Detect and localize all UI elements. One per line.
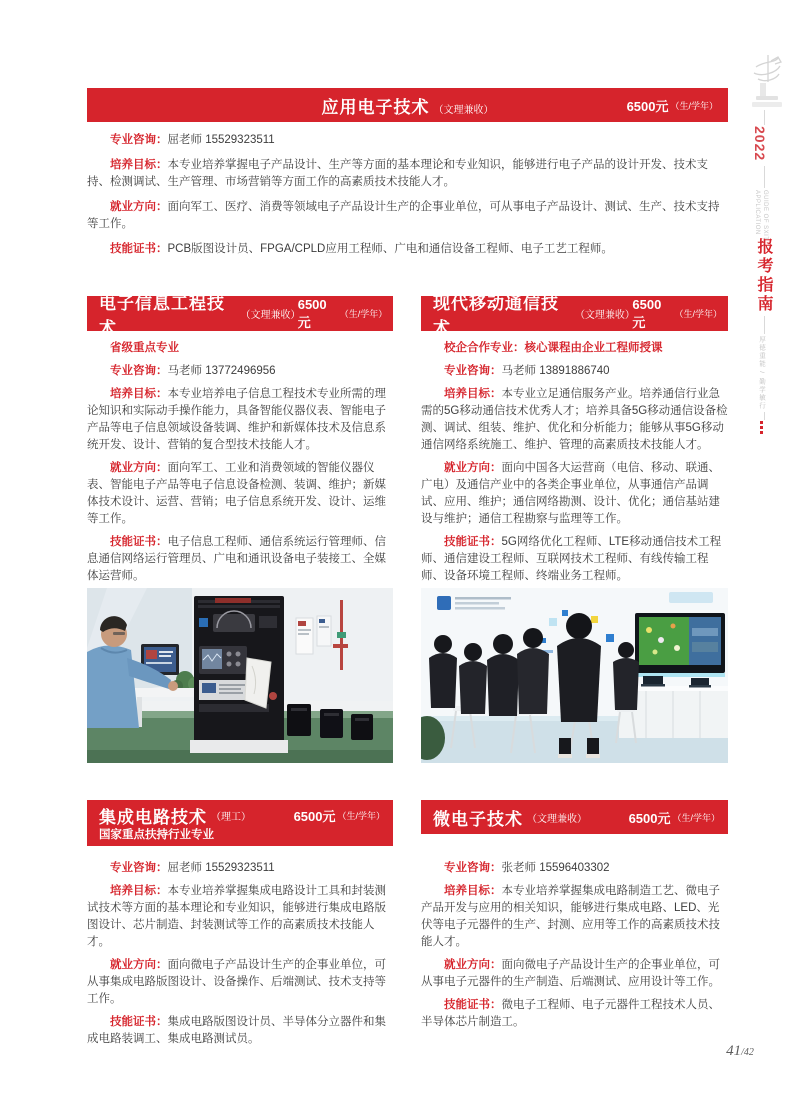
monument-icon bbox=[747, 52, 787, 115]
section-body-microelectronics bbox=[421, 854, 728, 1037]
consult-label: 专业咨询： bbox=[110, 862, 168, 874]
consult-paragraph bbox=[87, 363, 393, 380]
jobs-paragraph bbox=[87, 460, 393, 528]
admission-type: （理工） bbox=[211, 812, 251, 823]
certs-paragraph bbox=[87, 1014, 393, 1048]
jobs-label: 就业方向： bbox=[110, 462, 168, 474]
section-header-applied-electronics bbox=[87, 88, 728, 122]
consult-label: 专业咨询： bbox=[110, 365, 168, 377]
consult-text: 屈老师 15529323511 bbox=[167, 862, 275, 874]
tuition-unit: （生/学年） bbox=[339, 309, 388, 319]
consult-text: 屈老师 15529323511 bbox=[167, 134, 275, 146]
goal-label: 培养目标： bbox=[444, 885, 502, 897]
tuition-fee: 6500元 bbox=[632, 296, 662, 330]
certs-text: PCB版图设计员、FPGA/CPLD应用工程师、广电和通信设备工程师、电子工艺工程师。 bbox=[167, 243, 613, 255]
consult-paragraph bbox=[421, 363, 728, 380]
national-key-subtitle: 国家重点扶持行业专业 bbox=[99, 829, 214, 841]
page-number-current: 41 bbox=[726, 1043, 742, 1059]
cooperation-highlight: 校企合作专业：核心课程由企业工程师授课 bbox=[444, 342, 663, 354]
page-number bbox=[700, 1042, 780, 1060]
section-header-mobile-comm bbox=[421, 293, 728, 338]
tuition-group bbox=[632, 296, 723, 331]
goal-paragraph bbox=[421, 386, 728, 454]
tuition-group bbox=[297, 296, 388, 331]
certs-text: 5G网络优化工程师、LTE移动通信技术工程师、通信建设工程师、互联网技术工程师、有线传输工程师、设备环境工程师、终端业务工程师。 bbox=[421, 536, 722, 582]
vertical-ellipsis-icon bbox=[760, 421, 763, 434]
section-header-microelectronics bbox=[421, 800, 728, 834]
consult-paragraph bbox=[87, 132, 728, 149]
admission-type: （文理兼收） bbox=[527, 813, 587, 825]
consult-text: 马老师 13891886740 bbox=[501, 365, 610, 377]
jobs-label: 就业方向： bbox=[444, 462, 502, 474]
goal-paragraph bbox=[87, 883, 393, 951]
admission-type: （文理兼收） bbox=[574, 310, 635, 321]
section-mobile-comm bbox=[421, 293, 728, 591]
goal-text: 本专业立足通信服务产业。培养通信行业急需的5G移动通信技术优秀人才；培养具备5G移动通信设备检测、调试、组装、维护、优化和分析能力；能够从事5G移动通信网络系统施工、维护、管理的高素质技术技能人才。 bbox=[421, 388, 728, 451]
certs-text: 电子信息工程师、通信系统运行管理师、信息通信网络运行管理员、广电和通讯设备电子装接工、全媒体运营师。 bbox=[87, 536, 386, 582]
goal-paragraph bbox=[421, 883, 728, 951]
jobs-label: 就业方向： bbox=[110, 201, 168, 213]
sidebar-divider bbox=[764, 110, 765, 125]
certs-label: 技能证书： bbox=[110, 536, 168, 548]
jobs-paragraph bbox=[421, 460, 728, 528]
consult-label: 专业咨询： bbox=[444, 862, 502, 874]
tuition-group bbox=[627, 88, 718, 122]
goal-text: 本专业培养掌握电子产品设计、生产等方面的基本理论和专业知识，能够进行电子产品的设计开发、技术支持、检测调试、生产管理、市场营销等方面工作的高素质技术技能人才。 bbox=[87, 159, 708, 188]
tuition-fee: 6500元 bbox=[628, 810, 671, 826]
goal-label: 培养目标： bbox=[110, 159, 168, 171]
jobs-paragraph bbox=[87, 199, 728, 233]
goal-paragraph bbox=[87, 386, 393, 454]
certs-label: 技能证书： bbox=[444, 536, 502, 548]
key-major-highlight: 省级重点专业 bbox=[110, 342, 179, 354]
tuition-fee: 6500元 bbox=[297, 296, 327, 330]
admission-type: （文理兼收） bbox=[240, 310, 301, 321]
sidebar-divider bbox=[764, 412, 765, 420]
lab-photo bbox=[87, 588, 393, 763]
certs-paragraph bbox=[87, 241, 728, 258]
tuition-group bbox=[294, 806, 385, 825]
section-body-applied-electronics bbox=[87, 124, 728, 266]
consult-paragraph bbox=[87, 860, 393, 877]
lab-photo-graphic bbox=[87, 588, 393, 763]
consult-text: 马老师 13772496956 bbox=[167, 365, 276, 377]
jobs-text: 面向微电子产品设计生产的企事业单位，可从事集成电路版图设计、设备操作、后端测试、技术支持等工作。 bbox=[87, 959, 386, 1005]
jobs-label: 就业方向： bbox=[110, 959, 168, 971]
tuition-unit: （生/学年） bbox=[672, 812, 720, 823]
goal-text: 本专业培养电子信息工程技术专业所需的理论知识和实际动手操作能力，具备智能仪器仪表、智能电子产品等电子信息领域设备装调、维护和新媒体技术及信息系统开发、设计、营销的复合型技术技能人才。 bbox=[87, 388, 386, 451]
guide-en-line1: APPLICATION bbox=[754, 190, 760, 235]
major-title: 集成电路技术 bbox=[99, 808, 207, 827]
major-title: 微电子技术 bbox=[433, 809, 523, 829]
certs-text: 微电子工程师、电子元器件工程技术人员、半导体芯片制造工。 bbox=[421, 999, 720, 1028]
tuition-fee: 6500元 bbox=[626, 98, 669, 114]
consult-label: 专业咨询： bbox=[444, 365, 502, 377]
jobs-paragraph bbox=[87, 957, 393, 1008]
guide-title: 报考指南 bbox=[755, 238, 772, 314]
consult-paragraph bbox=[421, 860, 728, 877]
school-motto: 厚德重能 / 勤学敏行 bbox=[758, 336, 765, 410]
certs-text: 集成电路版图设计员、半导体分立器件和集成电路装调工、集成电路测试员。 bbox=[87, 1016, 386, 1045]
admission-type: （文理兼收） bbox=[433, 104, 494, 116]
section-header-electronic-info bbox=[87, 293, 393, 338]
guide-english-caption bbox=[753, 190, 769, 241]
major-title: 现代移动通信技术 bbox=[433, 293, 559, 338]
consult-text: 张老师 15596403302 bbox=[501, 862, 610, 874]
certs-paragraph bbox=[87, 534, 393, 585]
certs-label: 技能证书： bbox=[110, 1016, 168, 1028]
sidebar-divider bbox=[764, 166, 765, 188]
goal-label: 培养目标： bbox=[110, 885, 168, 897]
goal-text: 本专业培养掌握集成电路设计工具和封装测试技术等方面的基本理论和专业知识，能够进行集成电路版图设计、芯片制造、封装测试等工作的高素质技术技能人才。 bbox=[87, 885, 386, 948]
major-title: 应用电子技术 bbox=[321, 97, 430, 117]
goal-paragraph bbox=[87, 157, 728, 191]
header-row bbox=[99, 803, 385, 828]
certs-label: 技能证书： bbox=[110, 243, 168, 255]
section-electronic-info bbox=[87, 293, 393, 591]
tuition-unit: （生/学年） bbox=[337, 811, 385, 821]
major-title: 电子信息工程技术 bbox=[99, 293, 225, 338]
consult-label: 专业咨询： bbox=[110, 134, 168, 146]
classroom-photo bbox=[421, 588, 728, 763]
page-number-total: /42 bbox=[741, 1047, 754, 1058]
sidebar-divider bbox=[764, 316, 765, 334]
tuition-unit: （生/学年） bbox=[670, 100, 718, 111]
jobs-text: 面向军工、医疗、消费等领域电子产品设计生产的企事业单位，可从事电子产品设计、测试、生产、技术支持等工作。 bbox=[87, 201, 720, 230]
jobs-text: 面向军工、工业和消费领域的智能仪器仪表、智能电子产品等电子信息设备检测、装调、维护；新媒体技术设计、运营、营销；电子信息系统开发、设计、运维等工作。 bbox=[87, 462, 386, 525]
goal-text: 本专业培养掌握集成电路制造工艺、微电子产品开发与应用的相关知识，能够进行集成电路、LED、光伏等电子元器件的生产、封测、应用等工作的高素质技术技能人才。 bbox=[421, 885, 720, 948]
jobs-paragraph bbox=[421, 957, 728, 991]
certs-paragraph bbox=[421, 997, 728, 1031]
jobs-text: 面向微电子产品设计生产的企事业单位，可从事电子元器件的生产制造、后端测试、应用设计等工作。 bbox=[421, 959, 720, 988]
section-body-integrated-circuit bbox=[87, 854, 393, 1054]
section-header-integrated-circuit bbox=[87, 800, 393, 846]
certs-label: 技能证书： bbox=[444, 999, 502, 1011]
section-body-mobile-comm bbox=[421, 340, 728, 585]
tuition-unit: （生/学年） bbox=[674, 309, 723, 319]
section-body-electronic-info bbox=[87, 340, 393, 585]
jobs-label: 就业方向： bbox=[444, 959, 502, 971]
tuition-fee: 6500元 bbox=[293, 809, 336, 824]
goal-label: 培养目标： bbox=[444, 388, 502, 400]
classroom-photo-graphic bbox=[421, 588, 728, 763]
jobs-text: 面向中国各大运营商（电信、移动、联通、广电）及通信产业中的各类企事业单位，从事通信产品调试、应用、维护；通信网络勘测、设计、优化；通信基站建设与维护；通信工程勘察与监理等工作。 bbox=[421, 462, 720, 525]
tuition-group bbox=[629, 808, 720, 827]
year-label: 2022 bbox=[752, 126, 768, 162]
goal-label: 培养目标： bbox=[110, 388, 168, 400]
guide-en-line2: GUIDE OF SXIT bbox=[762, 190, 768, 241]
certs-paragraph bbox=[421, 534, 728, 585]
